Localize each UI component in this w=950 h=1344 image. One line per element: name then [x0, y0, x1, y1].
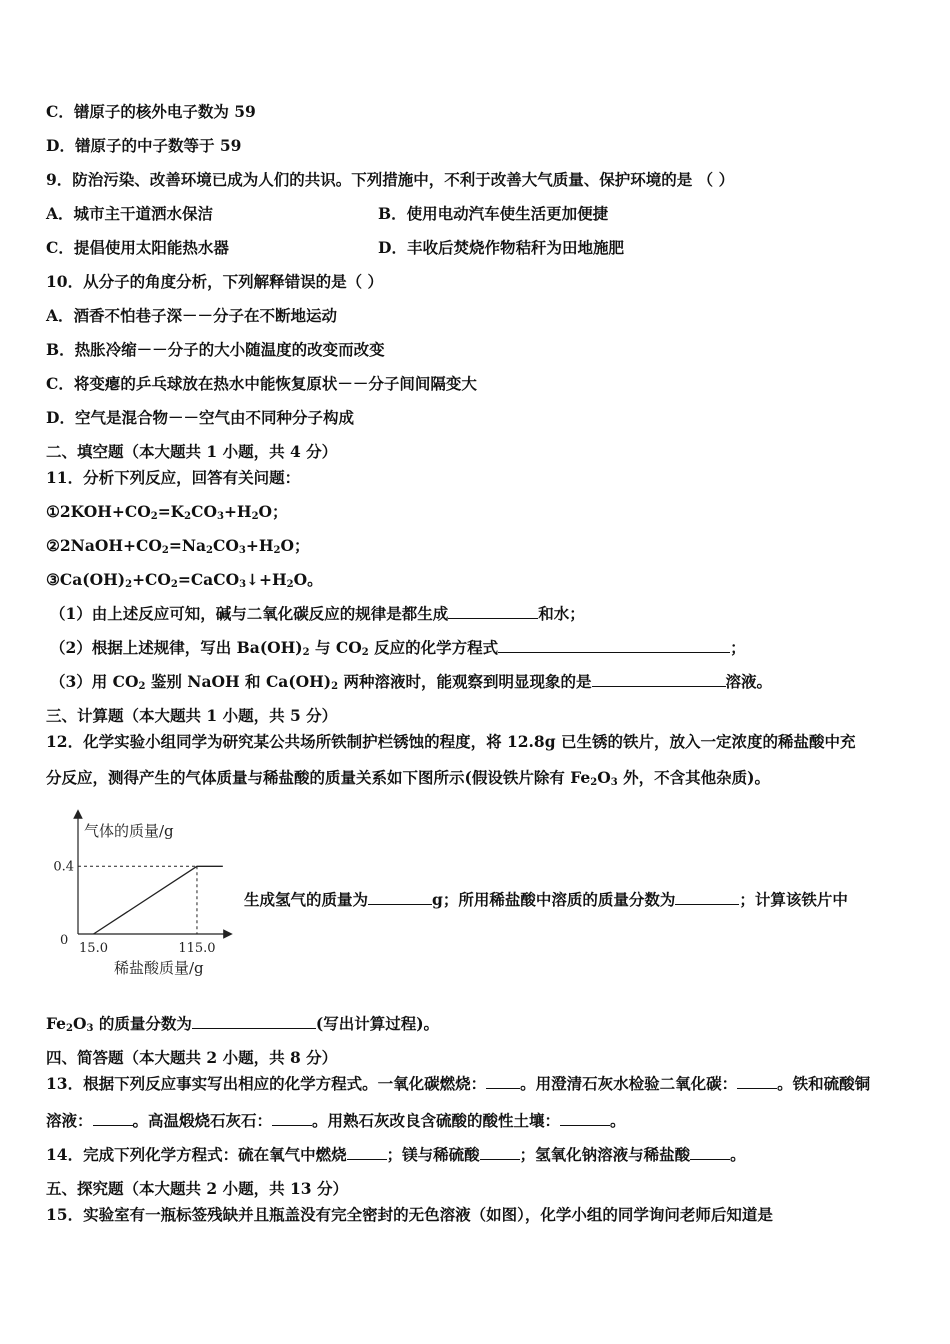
answer-blank[interactable] [560, 1111, 610, 1126]
q11-reaction-1: $①2KOH+CO_2=K_2CO_3+H_2O$； [46, 502, 288, 522]
x-axis-label: 稀盐酸质量/g [114, 959, 204, 977]
q11-stem: 11．分析下列反应，回答有关问题： [46, 468, 301, 487]
q13-line-1: 13．根据下列反应事实写出相应的化学方程式。一氧化碳燃烧： 。用澄清石灰水检验二氧化碳： 。铁和硫酸铜 [46, 1074, 871, 1093]
q9-option-b: B．使用电动汽车使生活更加便捷 [378, 204, 609, 223]
q10-option-d: D．空气是混合物－－空气由不同种分子构成 [46, 408, 354, 427]
answer-blank[interactable] [93, 1111, 133, 1126]
x-tick-label: 115.0 [178, 941, 216, 956]
origin-label: 0 [60, 933, 69, 948]
q9-option-c: C．提倡使用太阳能热水器 [46, 238, 229, 257]
x-tick-label: 15.0 [79, 941, 108, 956]
answer-blank[interactable] [368, 890, 432, 905]
q10-option-a: A．酒香不怕巷子深－－分子在不断地运动 [46, 306, 338, 325]
q12-last-line: $Fe_2O_3$ 的质量分数为 (写出计算过程)。 [46, 1014, 440, 1034]
q8-option-d: D．镨原子的中子数等于 59 [46, 136, 242, 155]
section-3-heading: 三、计算题（本大题共 1 小题，共 5 分） [46, 706, 338, 725]
answer-blank[interactable] [272, 1111, 312, 1126]
q9-option-d: D．丰收后焚烧作物秸秆为田地施肥 [378, 238, 624, 257]
answer-blank[interactable] [675, 890, 739, 905]
q8-option-c: C．镨原子的核外电子数为 59 [46, 102, 256, 121]
section-2-heading: 二、填空题（本大题共 1 小题，共 4 分） [46, 442, 338, 461]
answer-blank[interactable] [486, 1074, 520, 1089]
q11-sub-2: （2）根据上述规律，写出 $Ba(OH)_2$ 与 $CO_2$ 反应的化学方程式 ； [50, 638, 746, 658]
q9-option-a: A．城市主干道洒水保洁 [46, 204, 214, 223]
section-5-heading: 五、探究题（本大题共 2 小题，共 13 分） [46, 1179, 348, 1198]
answer-blank[interactable] [690, 1145, 730, 1160]
answer-blank[interactable] [480, 1145, 520, 1160]
q10-option-b: B．热胀冷缩－－分子的大小随温度的改变而改变 [46, 340, 385, 359]
q11-reaction-3: $③Ca(OH)_2+CO_2=CaCO_3↓+H_2O$。 [46, 570, 323, 590]
y-tick-label: 0.4 [53, 859, 74, 875]
q13-line-2: 溶液： 。高温煅烧石灰石： 。用熟石灰改良含硫酸的酸性土壤： 。 [46, 1111, 626, 1130]
q10-option-c: C．将变瘪的乒乓球放在热水中能恢复原状－－分子间间隔变大 [46, 374, 477, 393]
answer-blank[interactable] [498, 638, 730, 653]
q12-line-1: 12．化学实验小组同学为研究某公共场所铁制护栏锈蚀的程度，将 12.8g 已生锈的铁片，放入一定浓度的稀盐酸中充 [46, 732, 856, 751]
gas-mass-chart [50, 806, 240, 986]
q12-answer-line: 生成氢气的质量为 g；所用稀盐酸中溶质的质量分数为 ；计算该铁片中 [244, 890, 848, 909]
y-axis-label: 气体的质量/g [84, 822, 174, 840]
q10-stem: 10．从分子的角度分析，下列解释错误的是（ ） [46, 272, 383, 291]
q11-sub-3: （3）用 $CO_2$ 鉴别 NaOH 和 $Ca(OH)_2$ 两种溶液时，能观察到明显现象的是 溶液。 [50, 672, 773, 692]
q14-line: 14．完成下列化学方程式：硫在氧气中燃烧 ；镁与稀硫酸 ；氢氧化钠溶液与稀盐酸 。 [46, 1145, 746, 1164]
q11-sub-1: （1）由上述反应可知，碱与二氧化碳反应的规律是都生成 和水； [50, 604, 585, 623]
data-series-line [94, 866, 223, 934]
answer-blank[interactable] [737, 1074, 777, 1089]
answer-blank[interactable] [192, 1014, 316, 1029]
q12-line-2: 分反应，测得产生的气体质量与稀盐酸的质量关系如下图所示(假设铁片除有 $Fe_2O_3$ 外，不含其他杂质)。 [46, 768, 770, 788]
q15-stem: 15．实验室有一瓶标签残缺并且瓶盖没有完全密封的无色溶液（如图），化学小组的同学询问老师后知道是 [46, 1205, 773, 1224]
answer-blank[interactable] [448, 604, 538, 619]
answer-blank[interactable] [592, 672, 726, 687]
section-4-heading: 四、简答题（本大题共 2 小题，共 8 分） [46, 1048, 338, 1067]
q9-stem: 9．防治污染、改善环境已成为人们的共识。下列措施中，不利于改善大气质量、保护环境的是 （ ） [46, 170, 735, 189]
answer-blank[interactable] [347, 1145, 387, 1160]
q11-reaction-2: $②2NaOH+CO_2=Na_2CO_3+H_2O$； [46, 536, 310, 556]
